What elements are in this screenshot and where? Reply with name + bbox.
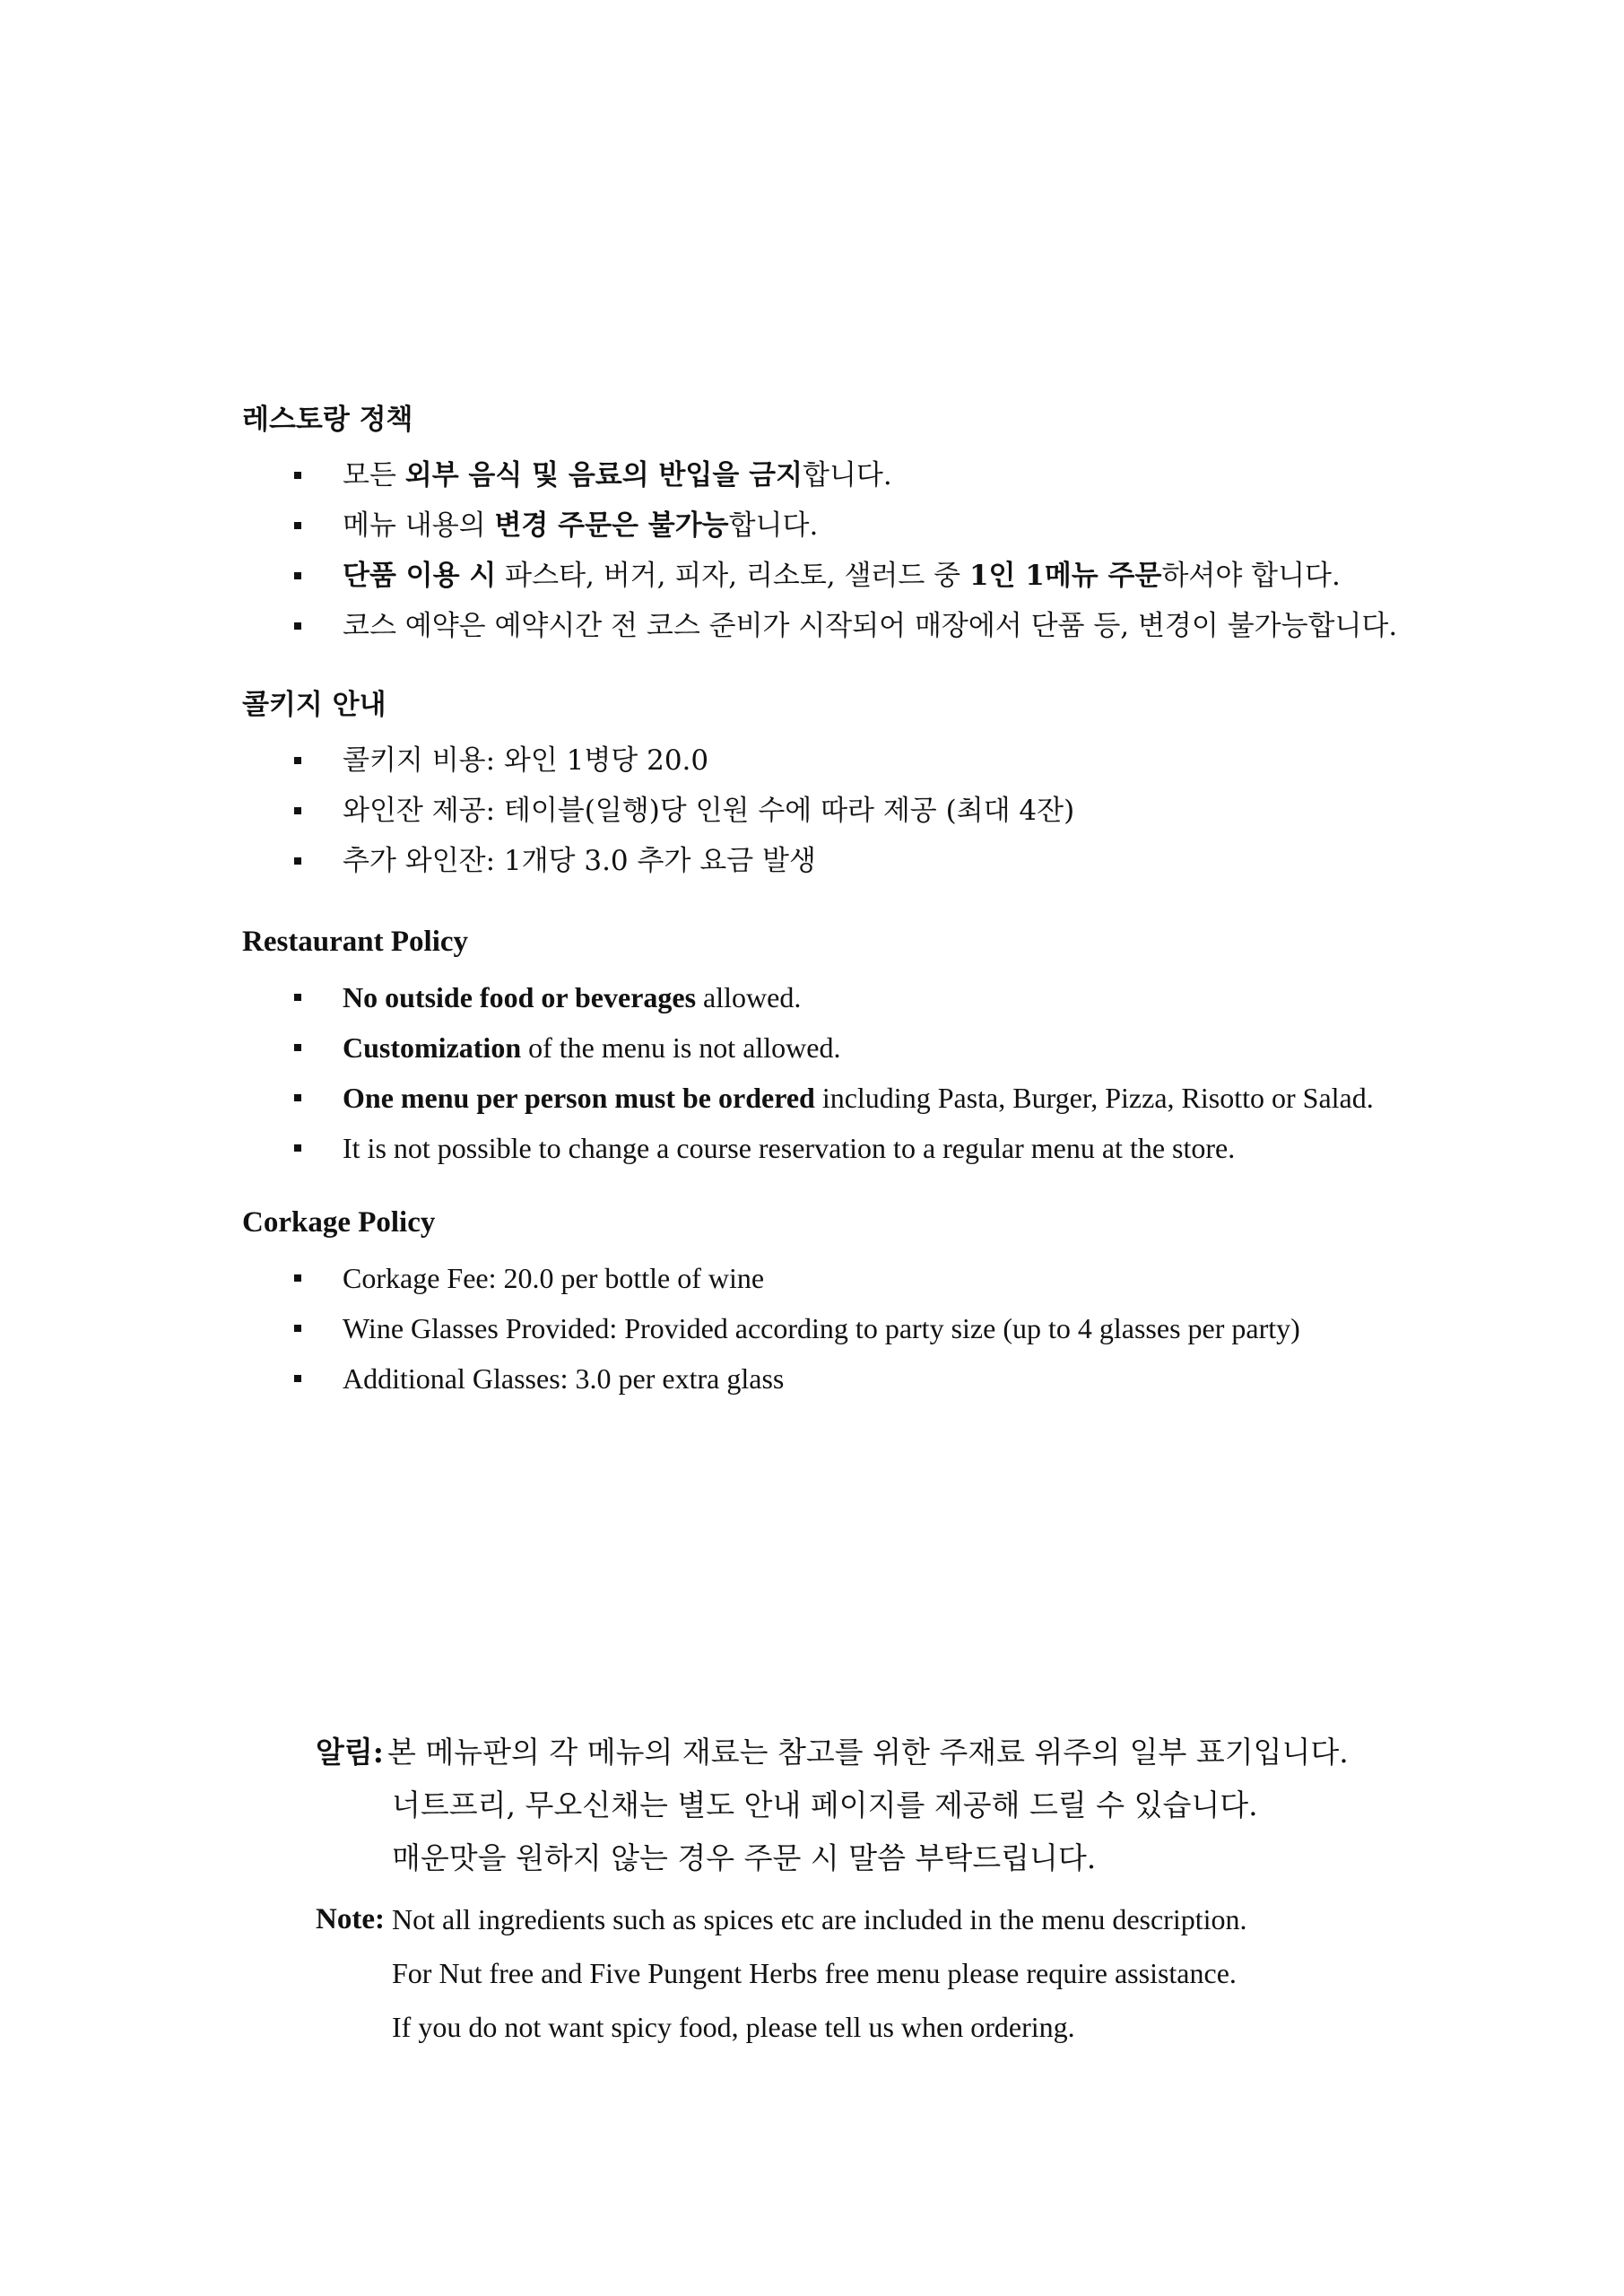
bullet-icon bbox=[294, 807, 301, 814]
en-note-block bbox=[316, 1892, 1481, 2054]
en-restaurant-policy-section bbox=[242, 924, 1498, 1173]
kr-restaurant-policy-title: 레스토랑 정책 bbox=[242, 404, 413, 436]
en-note-lines bbox=[392, 1892, 1481, 2054]
kr-note-lines bbox=[387, 1726, 1481, 1884]
list-item: Wine Glasses Provided: Provided according to party size (up to 4 glasses per party) bbox=[242, 1303, 1498, 1353]
list-item: Customization of the menu is not allowed. bbox=[242, 1022, 1498, 1073]
kr-corkage-list bbox=[242, 735, 1498, 886]
bullet-icon bbox=[294, 1094, 301, 1101]
en-restaurant-policy-list bbox=[242, 972, 1498, 1173]
en-corkage-title: Corkage Policy bbox=[242, 1206, 436, 1239]
bullet-icon bbox=[294, 1375, 301, 1382]
en-note-line: Not all ingredients such as spices etc are included in the menu description. bbox=[392, 1903, 1247, 1935]
en-note-line: For Nut free and Five Pungent Herbs free menu please require assistance. bbox=[392, 1957, 1237, 1989]
bullet-icon bbox=[294, 1325, 301, 1332]
list-item: 추가 와인잔: 1개당 3.0 추가 요금 발생 bbox=[242, 836, 1498, 886]
bullet-icon bbox=[294, 757, 301, 764]
bullet-icon bbox=[294, 994, 301, 1001]
bullet-icon bbox=[294, 522, 301, 529]
list-item: 모든 외부 음식 및 음료의 반입을 금지합니다. bbox=[242, 450, 1498, 500]
list-item: Additional Glasses: 3.0 per extra glass bbox=[242, 1353, 1498, 1404]
kr-note-block bbox=[316, 1726, 1481, 1884]
list-item: 콜키지 비용: 와인 1병당 20.0 bbox=[242, 735, 1498, 786]
list-item: 와인잔 제공: 테이블(일행)당 인원 수에 따라 제공 (최대 4잔) bbox=[242, 786, 1498, 836]
list-item: One menu per person must be ordered including Pasta, Burger, Pizza, Risotto or Salad. bbox=[242, 1073, 1498, 1123]
list-item: Corkage Fee: 20.0 per bottle of wine bbox=[242, 1253, 1498, 1303]
bullet-icon bbox=[294, 572, 301, 579]
en-restaurant-policy-title: Restaurant Policy bbox=[242, 926, 469, 958]
list-item: 단품 이용 시 파스타, 버거, 피자, 리소토, 샐러드 중 1인 1메뉴 주문하셔야 합니다. bbox=[242, 551, 1498, 601]
bullet-icon bbox=[294, 1044, 301, 1051]
kr-note-line: 매운맛을 원하지 않는 경우 주문 시 말씀 부탁드립니다. bbox=[392, 1840, 1097, 1875]
bullet-icon bbox=[294, 857, 301, 865]
kr-note-line: 너트프리, 무오신채는 별도 안내 페이지를 제공해 드릴 수 있습니다. bbox=[392, 1787, 1258, 1822]
en-note-label: Note: bbox=[316, 1903, 385, 1935]
list-item: It is not possible to change a course reservation to a regular menu at the store. bbox=[242, 1123, 1498, 1173]
bullet-icon bbox=[294, 1144, 301, 1152]
en-note bbox=[316, 1892, 1481, 2054]
kr-note-line: 본 메뉴판의 각 메뉴의 재료는 참고를 위한 주재료 위주의 일부 표기입니다. bbox=[387, 1735, 1349, 1770]
kr-note-label: 알림: bbox=[316, 1735, 384, 1770]
list-item: No outside food or beverages allowed. bbox=[242, 972, 1498, 1022]
kr-note bbox=[316, 1726, 1481, 1884]
list-item: 코스 예약은 예약시간 전 코스 준비가 시작되어 매장에서 단품 등, 변경이 불가능합니다. bbox=[242, 601, 1498, 651]
en-corkage-section bbox=[242, 1205, 1498, 1404]
kr-corkage-title: 콜키지 안내 bbox=[242, 689, 386, 721]
kr-corkage-section bbox=[242, 687, 1498, 886]
en-note-line: If you do not want spicy food, please tell us when ordering. bbox=[392, 2011, 1075, 2043]
list-item: 메뉴 내용의 변경 주문은 불가능합니다. bbox=[242, 500, 1498, 551]
kr-restaurant-policy-list bbox=[242, 450, 1498, 651]
kr-restaurant-policy-section bbox=[242, 402, 1498, 651]
bullet-icon bbox=[294, 472, 301, 479]
en-corkage-list bbox=[242, 1253, 1498, 1404]
bullet-icon bbox=[294, 622, 301, 630]
bullet-icon bbox=[294, 1274, 301, 1282]
